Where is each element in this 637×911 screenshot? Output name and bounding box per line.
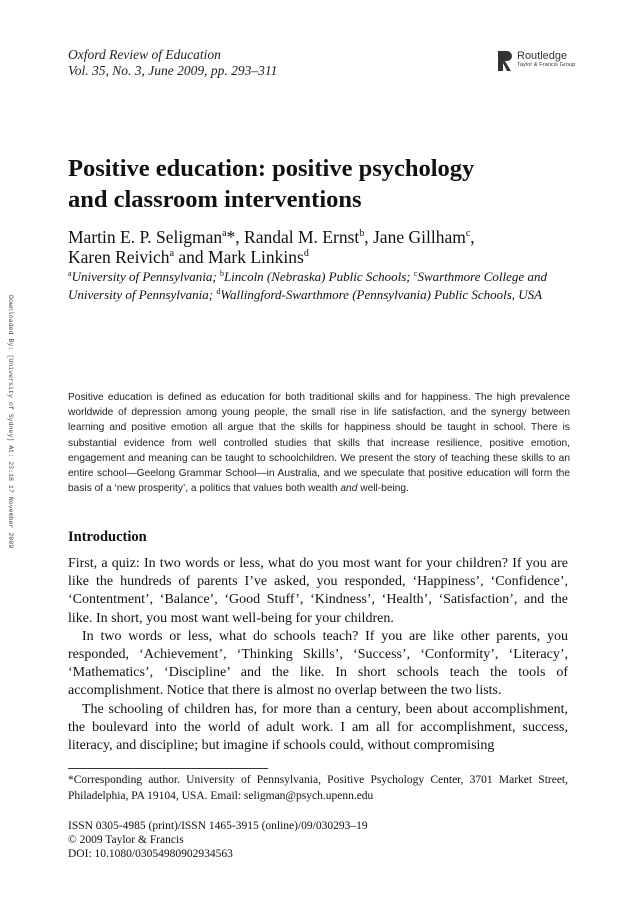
- abstract: [68, 390, 570, 496]
- body-paragraph: First, a quiz: In two words or less, what do you most want for your children? If you are like the hundreds of parents I’ve asked, you responded, ‘Happiness’, ‘Confidence’, ‘Contentment’, ‘Balance’, ‘Good Stuff’, ‘Kindness’, ‘Health’, ‘Satisfaction’, and the like. In short, you most want well-being for your children.: [68, 556, 568, 626]
- body-paragraph: The schooling of children has, for more than a century, been about accomplishment, the boulevard into the world of adult work. I am all for accomplishment, success, literacy, and discipline; but imagine if schools could, without compromising: [68, 701, 568, 754]
- journal-name: Oxford Review of Education: [68, 47, 221, 62]
- author-name: Randal M. Ernst: [244, 227, 360, 247]
- title-line-2: and classroom interventions: [68, 186, 362, 213]
- journal-header: [68, 47, 277, 79]
- affiliation-mark: d: [216, 287, 221, 296]
- author-affiliation-mark: d: [303, 248, 309, 259]
- body-paragraph: In two words or less, what do schools teach? If you are like other parents, you responded, ‘Achievement’, ‘Thinking Skills’, ‘Success’, ‘Conformity’, ‘Literacy’, ‘Mathematics’, ‘Discipline’ and the like. In short schools teach the tools of accomplishment. Notice that there is almost no overlap between the two lists.: [68, 628, 568, 699]
- download-watermark: Downloaded By: [University of Sydney] At: 23:18 17 November 2009: [7, 295, 14, 549]
- author-affiliation-mark: b: [359, 228, 365, 239]
- body-text: [68, 555, 568, 755]
- author-list: [68, 227, 588, 267]
- author-name: Mark Linkins: [208, 247, 304, 267]
- publisher-group: Taylor & Francis Group: [517, 62, 576, 68]
- corresponding-mark: *,: [226, 227, 240, 247]
- doi-line: DOI: 10.1080/03054980902934563: [68, 848, 233, 860]
- author-affiliation-mark: a: [222, 228, 227, 239]
- abstract-text: Positive education is defined as education for both traditional skills and for happiness. The high prevalence worldwide of depression among young people, the small rise in life satisfaction, and the synergy between learning and positive emotion all argue that the skills for happiness should be taught in school. There is substantial evidence from well controlled studies that skills that increase resilience, positive emotion, engagement and meaning can be taught to schoolchildren. We present the story of teaching these skills to an entire school—Geelong Grammar School—in Australia, and we speculate that positive education will form the basis of a ‘new prosperity’, a politics that values both wealth: [68, 392, 570, 495]
- section-heading: Introduction: [68, 529, 147, 545]
- article-title: [68, 153, 588, 215]
- publisher-name: Routledge: [517, 50, 568, 62]
- author-conjunction: and: [174, 247, 209, 267]
- affiliation-mark: c: [413, 269, 418, 278]
- corresponding-author-footnote: *Corresponding author. University of Pennsylvania, Positive Psychology Center, 3701 Market Street, Philadelphia, PA 19104, USA. Email: seligman@psych.upenn.edu: [68, 774, 568, 802]
- publisher-logo: [497, 50, 575, 72]
- affiliation-text: University of Pennsylvania;: [71, 269, 220, 284]
- issn-block: [68, 819, 368, 861]
- affiliation-mark: b: [219, 269, 224, 278]
- affiliations: [68, 268, 573, 304]
- affiliation-mark: a: [68, 269, 72, 278]
- footnote-divider: [68, 768, 268, 769]
- issn-line: ISSN 0305-4985 (print)/ISSN 1465-3915 (online)/09/030293–19: [68, 820, 368, 832]
- copyright-line: © 2009 Taylor & Francis: [68, 834, 184, 846]
- author-separator: ,: [470, 227, 475, 247]
- affiliation-text: Wallingford-Swarthmore (Pennsylvania) Public Schools, USA: [220, 287, 543, 302]
- abstract-italic: and: [340, 483, 358, 495]
- routledge-logo-icon: [497, 50, 513, 72]
- author-name: Jane Gillham: [373, 227, 466, 247]
- affiliation-text: Swarthmore College and University of Pennsylvania;: [68, 269, 547, 302]
- author-affiliation-mark: a: [169, 248, 175, 259]
- journal-volume-line: Vol. 35, No. 3, June 2009, pp. 293–311: [68, 63, 278, 78]
- author-separator: ,: [364, 227, 373, 247]
- affiliation-text: Lincoln (Nebraska) Public Schools;: [223, 269, 414, 284]
- title-line-1: Positive education: positive psychology: [68, 155, 475, 182]
- author-name: Karen Reivich: [68, 247, 170, 267]
- author-affiliation-mark: c: [465, 228, 471, 239]
- author-name: Martin E. P. Seligman: [68, 227, 223, 247]
- abstract-text-end: well-being.: [357, 483, 409, 495]
